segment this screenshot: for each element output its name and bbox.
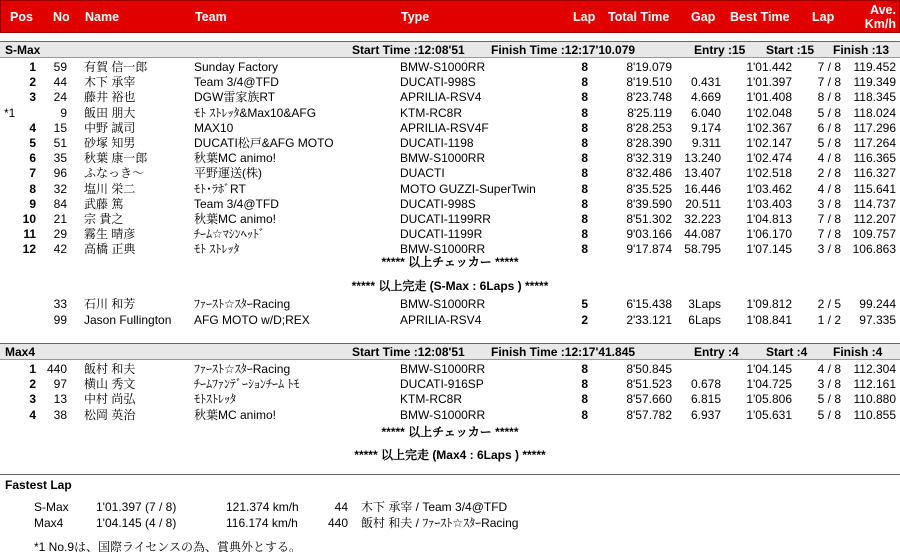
- table-row: [0, 362, 900, 377]
- header-total-time: Total Time: [608, 10, 670, 24]
- cell-best: 1'03.403: [746, 196, 792, 211]
- cell-name: Jason Fullington: [84, 312, 172, 327]
- cell-name: 有賀 信一郎: [84, 60, 148, 74]
- cell-type: DUACTI: [400, 166, 445, 181]
- cell-name: 秋葉 康一郎: [84, 151, 148, 166]
- cell-ave: 112.161: [853, 377, 896, 392]
- cell-no: 42: [53, 242, 67, 257]
- cell-ave: 114.737: [853, 196, 896, 211]
- cell-type: BMW-S1000RR: [400, 151, 486, 166]
- cell-gap: 3Laps: [688, 297, 721, 311]
- cell-team: 秋葉MC animo!: [194, 212, 277, 226]
- cell-total: 9'17.874: [626, 242, 672, 257]
- cell-pos: 1: [29, 362, 36, 376]
- cell-pos: 10: [22, 212, 36, 226]
- cell-type: APRILIA-RSV4F: [400, 120, 489, 135]
- cell-pos: 9: [29, 196, 36, 211]
- cell-team: Team 3/4@TFD: [194, 75, 279, 90]
- cell-pos: 12: [22, 242, 36, 257]
- cell-team: ﾌｧｰｽﾄ☆ｽﾀｰRacing: [194, 297, 291, 311]
- cell-best: 1'01.408: [746, 90, 792, 105]
- table-row: [0, 60, 900, 75]
- cell-ave: 112.207: [853, 212, 896, 226]
- cell-lap: 8: [581, 242, 588, 257]
- fastest-rider: 木下 承宰 / Team 3/4@TFD: [361, 500, 508, 514]
- cell-no: 9: [60, 105, 67, 120]
- cell-gap: 4.669: [690, 90, 721, 105]
- cell-blap: 5 / 8: [817, 136, 841, 150]
- cell-lap: 8: [581, 151, 588, 166]
- cell-total: 8'28.390: [626, 136, 672, 150]
- cell-team: DGW雷家族RT: [194, 90, 276, 105]
- cell-name: 飯村 和夫: [84, 362, 136, 376]
- footnote: *1 No.9は、国際ライセンスの為、賞典外とする。: [34, 540, 301, 552]
- class-start: Start Time :12:08'51: [352, 43, 465, 57]
- cell-total: 8'57.782: [626, 407, 672, 422]
- cell-ave: 112.304: [853, 362, 896, 376]
- cell-blap: 4 / 8: [817, 181, 841, 196]
- cell-total: 8'50.845: [626, 362, 672, 376]
- cell-gap: 13.407: [684, 166, 721, 181]
- table-row: [0, 227, 900, 242]
- cell-blap: 5 / 8: [817, 105, 841, 120]
- class-name: S-Max: [5, 43, 41, 57]
- cell-best: 1'01.442: [746, 60, 792, 74]
- cell-gap: 6Laps: [688, 312, 721, 327]
- cell-name: 霧生 晴彦: [84, 227, 136, 242]
- table-row: [0, 392, 900, 407]
- cell-pos: 8: [29, 181, 36, 196]
- cell-lap: 8: [581, 181, 588, 196]
- cell-best: 1'03.462: [746, 181, 792, 196]
- cell-team: ﾌｧｰｽﾄ☆ｽﾀｰRacing: [194, 362, 291, 376]
- cell-no: 44: [53, 75, 67, 90]
- cell-pos: 2: [29, 377, 36, 392]
- fastest-time: 1'04.145 (4 / 8): [96, 516, 177, 530]
- cell-total: 8'32.486: [626, 166, 672, 181]
- cell-type: DUCATI-1199R: [400, 227, 483, 242]
- class-finishers: Finish :4: [833, 345, 883, 359]
- cell-type: DUCATI-916SP: [400, 377, 484, 392]
- cell-blap: 1 / 2: [817, 312, 841, 327]
- cell-best: 1'02.367: [746, 120, 792, 135]
- cell-gap: 16.446: [684, 181, 721, 196]
- cell-blap: 4 / 8: [817, 151, 841, 166]
- cell-lap: 8: [581, 407, 588, 422]
- cell-team: ﾓﾄｽﾄﾚｯﾀ: [194, 392, 237, 407]
- cell-total: 8'39.590: [626, 196, 672, 211]
- cell-gap: 0.431: [690, 75, 721, 90]
- cell-blap: 4 / 8: [817, 362, 841, 376]
- header-team: Team: [195, 10, 227, 24]
- checker-line: ***** 以上チェッカー *****: [381, 255, 519, 269]
- fastest-rider: 飯村 和夫 / ﾌｧｰｽﾄ☆ｽﾀｰRacing: [361, 516, 519, 530]
- cell-pos: 11: [23, 227, 36, 242]
- cell-blap: 7 / 8: [817, 227, 841, 242]
- cell-lap: 5: [581, 297, 588, 311]
- cell-no: 33: [53, 297, 67, 311]
- cell-pos: 5: [29, 136, 36, 150]
- header-ave-line2: Km/h: [864, 17, 896, 31]
- cell-no: 97: [53, 377, 67, 392]
- cell-blap: 3 / 8: [817, 377, 841, 392]
- cell-pos: 6: [29, 151, 36, 166]
- cell-no: 29: [53, 227, 67, 242]
- cell-team: Team 3/4@TFD: [194, 196, 279, 211]
- cell-blap: 8 / 8: [817, 90, 841, 105]
- cell-ave: 109.757: [852, 227, 896, 242]
- cell-best: 1'04.813: [746, 212, 792, 226]
- table-row: [0, 166, 900, 181]
- cell-total: 8'19.510: [626, 75, 672, 90]
- header-ave: [856, 3, 896, 31]
- cell-lap: 8: [581, 377, 588, 392]
- cell-pos: 4: [29, 120, 36, 135]
- cell-mark: *1: [4, 105, 16, 120]
- cell-best: 1'04.145: [746, 362, 792, 376]
- cell-type: BMW-S1000RR: [400, 407, 486, 422]
- cell-ave: 110.855: [853, 407, 896, 422]
- table-row: [0, 197, 900, 212]
- cell-best: 1'09.812: [746, 297, 792, 311]
- cell-no: 24: [53, 90, 67, 105]
- fastest-speed: 116.174 km/h: [226, 516, 298, 530]
- fastest-class: Max4: [34, 516, 64, 530]
- fastest-class: S-Max: [34, 500, 69, 514]
- cell-total: 2'33.121: [626, 312, 672, 327]
- cell-pos: 3: [29, 90, 36, 105]
- cell-pos: 3: [29, 392, 36, 407]
- cell-gap: 32.223: [684, 212, 721, 226]
- cell-best: 1'05.631: [746, 407, 792, 422]
- cell-ave: 117.296: [853, 120, 896, 135]
- class-start: Start Time :12:08'51: [352, 345, 465, 359]
- cell-ave: 116.327: [853, 166, 896, 181]
- class-entry: Entry :15: [694, 43, 746, 57]
- cell-type: DUCATI-1198: [400, 136, 474, 150]
- cell-lap: 8: [581, 120, 588, 135]
- cell-blap: 3 / 8: [817, 242, 841, 257]
- cell-gap: 13.240: [684, 151, 721, 166]
- cell-team: Sunday Factory: [194, 60, 279, 74]
- table-row: [0, 90, 900, 105]
- cell-type: KTM-RC8R: [400, 105, 462, 120]
- header-ave-line1: Ave.: [870, 3, 896, 17]
- cell-team: ﾓﾄ ｽﾄﾚｯﾀ&Max10&AFG: [194, 105, 317, 120]
- checker-line: ***** 以上チェッカー *****: [381, 425, 519, 439]
- cell-pos: 4: [29, 407, 36, 422]
- table-header: [0, 0, 900, 33]
- cell-lap: 8: [581, 227, 588, 242]
- cell-gap: 44.087: [684, 227, 721, 242]
- table-row: [0, 106, 900, 121]
- cell-team: DUCATI松戸&AFG MOTO: [194, 136, 334, 150]
- cell-total: 8'51.523: [626, 377, 672, 392]
- cell-ave: 110.880: [853, 392, 896, 407]
- cell-team: 秋葉MC animo!: [194, 407, 277, 422]
- cell-no: 35: [53, 151, 67, 166]
- complete-line: ***** 以上完走 (S-Max : 6Laps ) *****: [351, 279, 549, 293]
- cell-total: 8'51.302: [626, 212, 672, 226]
- cell-lap: 8: [581, 105, 588, 120]
- cell-name: 飯田 朋大: [84, 105, 136, 120]
- cell-no: 99: [53, 312, 67, 327]
- cell-blap: 2 / 8: [817, 166, 841, 181]
- header-pos: Pos: [10, 10, 33, 24]
- class-starters: Start :15: [766, 43, 815, 57]
- cell-ave: 118.345: [853, 90, 896, 105]
- header-gap: Gap: [691, 10, 716, 24]
- cell-name: 砂塚 知男: [84, 136, 136, 150]
- class-bar: [0, 343, 900, 360]
- cell-ave: 119.452: [853, 60, 896, 74]
- cell-no: 38: [53, 407, 67, 422]
- cell-lap: 8: [581, 196, 588, 211]
- cell-pos: 7: [29, 166, 36, 181]
- class-finishers: Finish :13: [833, 43, 890, 57]
- cell-gap: 9.311: [691, 136, 721, 150]
- cell-lap: 8: [581, 75, 588, 90]
- cell-team: ﾓﾄ･ﾗﾎﾞRT: [194, 181, 246, 196]
- cell-blap: 2 / 5: [817, 297, 841, 311]
- table-row: [0, 297, 900, 312]
- cell-type: APRILIA-RSV4: [400, 312, 482, 327]
- class-finish: Finish Time :12:17'41.845: [491, 345, 636, 359]
- cell-lap: 8: [581, 60, 588, 74]
- cell-total: 8'32.319: [626, 151, 672, 166]
- cell-name: 中野 誠司: [84, 120, 136, 135]
- cell-total: 8'19.079: [626, 60, 672, 74]
- header-best-time: Best Time: [730, 10, 790, 24]
- fastest-no: 440: [327, 516, 348, 530]
- cell-gap: 58.795: [684, 242, 721, 257]
- table-row: [0, 75, 900, 90]
- cell-no: 440: [46, 362, 67, 376]
- cell-best: 1'02.474: [746, 151, 792, 166]
- cell-no: 51: [53, 136, 67, 150]
- header-name: Name: [85, 10, 120, 24]
- cell-type: BMW-S1000RR: [400, 297, 486, 311]
- cell-name: 石川 和芳: [84, 297, 136, 311]
- fastest-lap-title: Fastest Lap: [5, 478, 72, 492]
- class-finish: Finish Time :12:17'10.079: [491, 43, 636, 57]
- cell-type: APRILIA-RSV4: [400, 90, 482, 105]
- cell-name: 木下 承宰: [84, 75, 136, 90]
- fastest-lap-row: [0, 500, 900, 515]
- header-lap: Lap: [573, 10, 596, 24]
- cell-team: 秋葉MC animo!: [194, 151, 277, 166]
- cell-no: 21: [53, 212, 67, 226]
- cell-ave: 119.349: [853, 75, 896, 90]
- cell-no: 84: [53, 196, 67, 211]
- cell-ave: 115.641: [853, 181, 896, 196]
- table-row: [0, 408, 900, 423]
- cell-no: 96: [53, 166, 67, 181]
- cell-name: 宗 貴之: [84, 212, 124, 226]
- cell-blap: 7 / 8: [817, 212, 841, 226]
- cell-ave: 116.365: [853, 151, 896, 166]
- fastest-lap-row: [0, 516, 900, 531]
- cell-best: 1'07.145: [746, 242, 792, 257]
- cell-gap: 6.815: [690, 392, 721, 407]
- table-row: [0, 313, 900, 328]
- cell-total: 8'57.660: [626, 392, 672, 407]
- cell-best: 1'04.725: [746, 377, 792, 392]
- cell-total: 8'23.748: [626, 90, 672, 105]
- fastest-no: 44: [334, 500, 348, 514]
- fastest-speed: 121.374 km/h: [226, 500, 299, 514]
- cell-lap: 8: [581, 362, 588, 376]
- cell-ave: 117.264: [853, 136, 896, 150]
- cell-gap: 20.511: [685, 196, 721, 211]
- cell-ave: 97.335: [859, 312, 896, 327]
- cell-name: 武藤 篤: [84, 196, 124, 211]
- cell-blap: 6 / 8: [817, 120, 841, 135]
- class-name: Max4: [5, 345, 36, 359]
- cell-pos: 2: [29, 75, 36, 90]
- cell-best: 1'02.518: [746, 166, 792, 181]
- cell-ave: 99.244: [859, 297, 896, 311]
- cell-type: DUCATI-998S: [400, 75, 476, 90]
- cell-blap: 5 / 8: [817, 407, 841, 422]
- cell-best: 1'06.170: [746, 227, 792, 242]
- table-row: [0, 182, 900, 197]
- cell-blap: 7 / 8: [817, 60, 841, 74]
- cell-total: 8'25.119: [627, 105, 672, 120]
- cell-gap: 6.040: [690, 105, 721, 120]
- cell-lap: 8: [581, 166, 588, 181]
- cell-blap: 7 / 8: [817, 75, 841, 90]
- table-row: [0, 212, 900, 227]
- cell-total: 9'03.166: [626, 227, 672, 242]
- cell-best: 1'08.841: [746, 312, 792, 327]
- cell-team: ﾁｰﾑﾌｧﾝﾃﾞｰｼｮﾝﾁｰﾑ ﾄﾓ: [194, 377, 300, 392]
- cell-blap: 3 / 8: [817, 196, 841, 211]
- cell-type: BMW-S1000RR: [400, 242, 486, 257]
- cell-team: 平野運送(株): [194, 166, 262, 181]
- cell-lap: 8: [581, 136, 588, 150]
- cell-lap: 8: [581, 212, 588, 226]
- cell-no: 59: [53, 60, 67, 74]
- cell-type: DUCATI-998S: [400, 196, 476, 211]
- cell-name: 中村 尚弘: [84, 392, 136, 407]
- header-type: Type: [401, 10, 430, 24]
- table-row: [0, 151, 900, 166]
- cell-team: ﾁｰﾑ☆ﾏｼﾝﾍｯﾄﾞ: [194, 227, 265, 242]
- cell-best: 1'02.048: [746, 105, 792, 120]
- cell-type: BMW-S1000RR: [400, 60, 486, 74]
- cell-name: ふなっき～: [84, 166, 145, 181]
- table-row: [0, 121, 900, 136]
- cell-name: 横山 秀文: [84, 377, 136, 392]
- complete-line: ***** 以上完走 (Max4 : 6Laps ) *****: [354, 448, 546, 462]
- cell-type: DUCATI-1199RR: [400, 212, 491, 226]
- class-bar: [0, 41, 900, 58]
- fastest-lap-bar: [0, 474, 900, 491]
- cell-best: 1'01.397: [746, 75, 792, 90]
- class-starters: Start :4: [766, 345, 808, 359]
- cell-team: AFG MOTO w/D;REX: [194, 312, 310, 327]
- cell-team: ﾓﾄ ｽﾄﾚｯﾀ: [194, 242, 240, 257]
- cell-no: 13: [53, 392, 67, 407]
- class-entry: Entry :4: [694, 345, 739, 359]
- table-row: [0, 136, 900, 151]
- cell-total: 6'15.438: [626, 297, 672, 311]
- cell-type: KTM-RC8R: [400, 392, 462, 407]
- cell-best: 1'05.806: [746, 392, 792, 407]
- cell-total: 8'35.525: [626, 181, 672, 196]
- cell-ave: 118.024: [853, 105, 896, 120]
- table-row: [0, 377, 900, 392]
- cell-name: 藤井 裕也: [84, 90, 136, 105]
- cell-total: 8'28.253: [626, 120, 672, 135]
- cell-ave: 106.863: [852, 242, 896, 257]
- cell-gap: 0.678: [690, 377, 721, 392]
- fastest-time: 1'01.397 (7 / 8): [96, 500, 177, 514]
- cell-pos: 1: [29, 60, 36, 74]
- cell-name: 高橋 正典: [84, 242, 136, 257]
- cell-no: 15: [53, 120, 67, 135]
- cell-lap: 8: [581, 90, 588, 105]
- cell-lap: 8: [581, 392, 588, 407]
- cell-best: 1'02.147: [746, 136, 792, 150]
- cell-type: BMW-S1000RR: [400, 362, 486, 376]
- cell-type: MOTO GUZZI-SuperTwin: [400, 181, 536, 196]
- cell-name: 松岡 英治: [84, 407, 136, 422]
- header-no: No: [53, 10, 70, 24]
- cell-no: 32: [53, 181, 67, 196]
- cell-name: 塩川 栄二: [84, 181, 136, 196]
- cell-team: MAX10: [194, 120, 234, 135]
- cell-gap: 9.174: [690, 120, 721, 135]
- header-best-lap: Lap: [812, 10, 835, 24]
- cell-lap: 2: [581, 312, 588, 327]
- cell-blap: 5 / 8: [817, 392, 841, 407]
- cell-gap: 6.937: [690, 407, 721, 422]
